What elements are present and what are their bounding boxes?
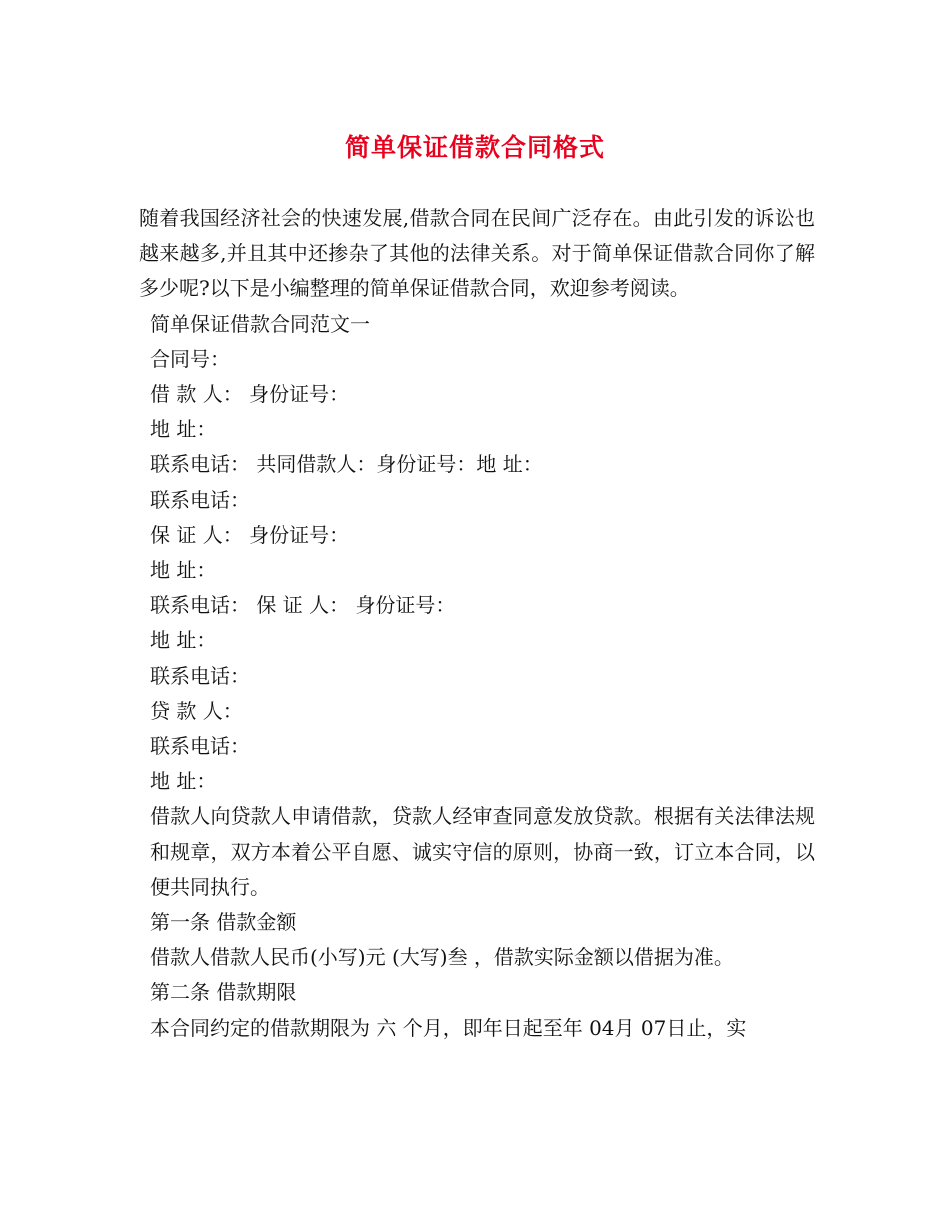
borrower-id-label: 身份证号： bbox=[249, 382, 350, 407]
article-2-heading: 第二条 借款期限 bbox=[150, 980, 297, 1005]
guarantor-address-label: 地 址： bbox=[150, 558, 217, 583]
co-borrower-phone-label: 联系电话： bbox=[150, 487, 250, 512]
second-guarantor-address-label: 地 址： bbox=[150, 628, 217, 653]
contract-number-label: 合同号： bbox=[150, 346, 230, 371]
guarantor-id-label: 身份证号： bbox=[249, 522, 350, 547]
intro-paragraph: 随着我国经济社会的快速发展,借款合同在民间广泛存在。由此引发的诉讼也越来越多,并且其中还掺杂了其他的法律关系。对于简单保证借款合同你了解多少呢?以下是小编整理的简单保证借款合同，欢迎参考阅读。 bbox=[139, 206, 815, 301]
guarantor-label: 保 证 人： bbox=[150, 522, 243, 547]
lender-address-label: 地 址： bbox=[150, 769, 217, 794]
lender-address-line bbox=[139, 764, 815, 799]
second-guarantor-id-label: 身份证号： bbox=[355, 593, 456, 618]
guarantor-line bbox=[139, 518, 815, 553]
second-guarantor-phone-label: 联系电话： bbox=[150, 663, 250, 688]
lender-phone-line bbox=[139, 729, 815, 764]
preamble-paragraph: 借款人向贷款人申请借款，贷款人经审查同意发放贷款。根据有关法律法规和规章，双方本着公平自愿、诚实守信的原则，协商一致，订立本合同，以便共同执行。 bbox=[150, 804, 815, 899]
contract-number-line bbox=[139, 342, 815, 377]
section-heading: 简单保证借款合同范文一 bbox=[150, 311, 370, 336]
lender-line bbox=[139, 694, 815, 729]
guarantor-address-line bbox=[139, 553, 815, 588]
article-2-text: 本合同约定的借款期限为 六 个月，即年日起至年 04月 07日止，实 bbox=[150, 1015, 747, 1040]
guarantor-phone-label: 联系电话： bbox=[150, 593, 250, 618]
borrower-phone-line bbox=[139, 447, 815, 482]
second-guarantor-address-line bbox=[139, 623, 815, 658]
second-guarantor-label: 保 证 人： bbox=[256, 593, 350, 618]
second-guarantor-phone-line bbox=[139, 659, 815, 694]
borrower-address-line bbox=[139, 412, 815, 447]
co-borrower-phone-line bbox=[139, 483, 815, 518]
borrower-phone-label: 联系电话： bbox=[150, 452, 250, 477]
lender-phone-label: 联系电话： bbox=[150, 734, 250, 759]
borrower-address-label: 地 址： bbox=[150, 417, 217, 442]
borrower-label: 借 款 人： bbox=[150, 382, 243, 407]
guarantor-phone-line bbox=[139, 588, 815, 623]
lender-label: 贷 款 人： bbox=[150, 698, 243, 723]
co-borrower-label: 共同借款人：身份证号：地 址： bbox=[256, 452, 543, 477]
borrower-line bbox=[139, 377, 815, 412]
document-title: 简单保证借款合同格式 bbox=[344, 133, 605, 162]
article-1-text: 借款人借款人民币(小写)元 (大写)叁 ，借款实际金额以借据为准。 bbox=[150, 945, 734, 970]
article-1-heading: 第一条 借款金额 bbox=[150, 910, 297, 935]
document-body bbox=[139, 201, 815, 1046]
